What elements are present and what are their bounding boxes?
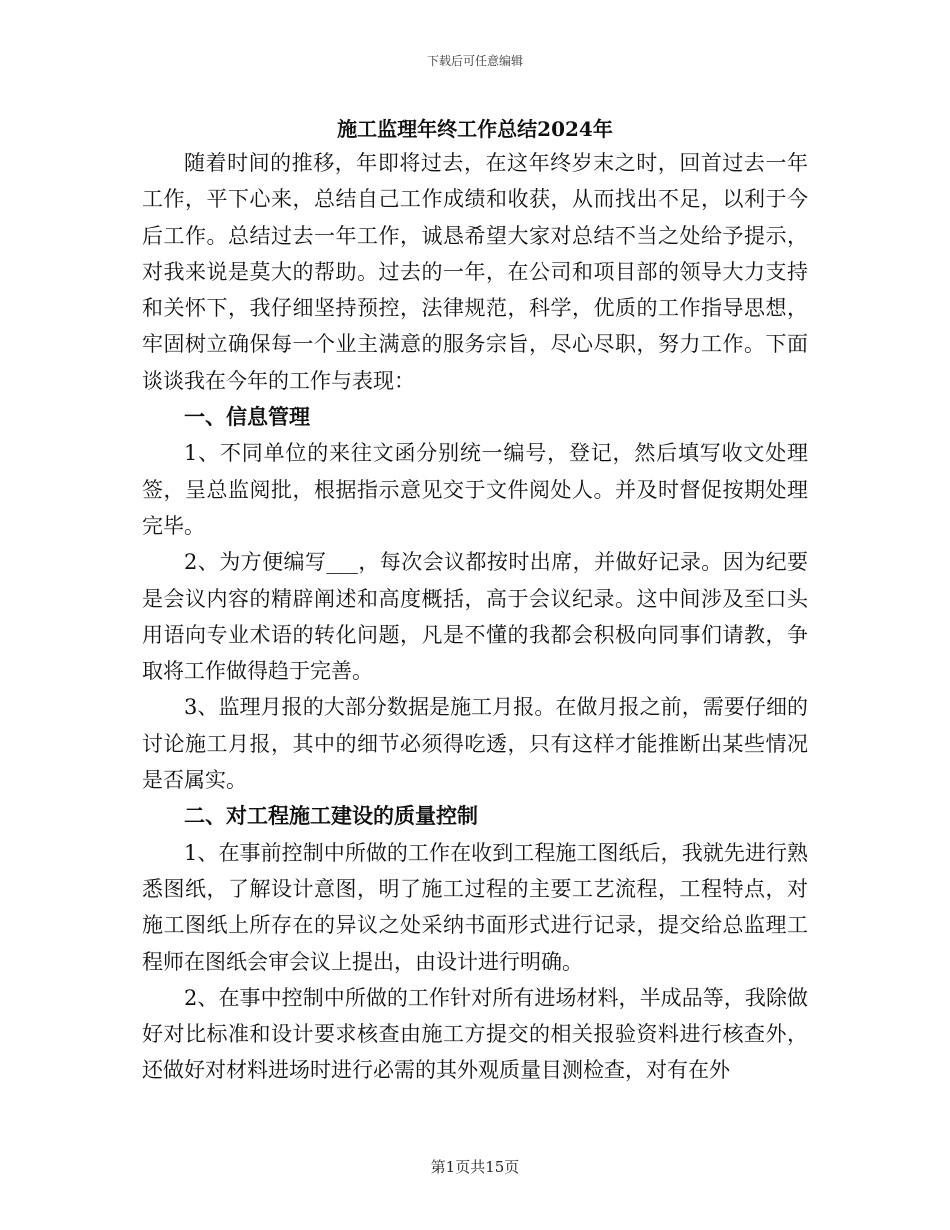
paragraph-quality-1: 1、在事前控制中所做的工作在收到工程施工图纸后，我就先进行熟悉图纸，了解设计意图，明了施工过程的主要工艺流程，工程特点，对施工图纸上所存在的异议之处采纳书面形式进行记录，提交给总监理工程师在图纸会审会议上提出，由设计进行明确。	[142, 840, 808, 974]
paragraph-quality-2: 2、在事中控制中所做的工作针对所有进场材料，半成品等，我除做好对比标准和设计要求核查由施工方提交的相关报验资料进行核查外，还做好对材料进场时进行必需的其外观质量目测检查，对有在外	[142, 985, 808, 1083]
document-title: 施工监理年终工作总结2024年	[337, 117, 613, 141]
section-heading-info-management: 一、信息管理	[184, 404, 310, 430]
header-note: 下载后可任意编辑	[426, 54, 523, 68]
intro-paragraph: 随着时间的推移，年即将过去，在这年终岁末之时，回首过去一年工作，平下心来，总结自己工作成绩和收获，从而找出不足，以利于今后工作。总结过去一年工作，诚恳希望大家对总结不当之处给予提示，对我来说是莫大的帮助。过去的一年，在公司和项目部的领导大力支持和关怀下，我仔细坚持预控，法律规范，科学，优质的工作指导思想，牢固树立确保每一个业主满意的服务宗旨，尽心尽职，努力工作。下面谈谈我在今年的工作与表现：	[142, 151, 808, 393]
paragraph-item-3: 3、监理月报的大部分数据是施工月报。在做月报之前，需要仔细的讨论施工月报，其中的细节必须得吃透，只有这样才能推断出某些情况是否属实。	[142, 695, 808, 793]
page-footer: 第1页共15页	[430, 1158, 520, 1176]
paragraph-item-2: 2、为方便编写___，每次会议都按时出席，并做好记录。因为纪要是会议内容的精辟阐述和高度概括，高于会议纪录。这中间涉及至口头用语向专业术语的转化问题，凡是不懂的我都会积极向同事们请教，争取将工作做得趋于完善。	[142, 550, 808, 684]
document-body	[142, 145, 808, 1089]
paragraph-item-1: 1、不同单位的来往文函分别统一编号，登记，然后填写收文处理签，呈总监阅批，根据指示意见交于文件阅处人。并及时督促按期处理完毕。	[142, 441, 808, 538]
section-heading-quality-control: 二、对工程施工建设的质量控制	[184, 803, 478, 829]
